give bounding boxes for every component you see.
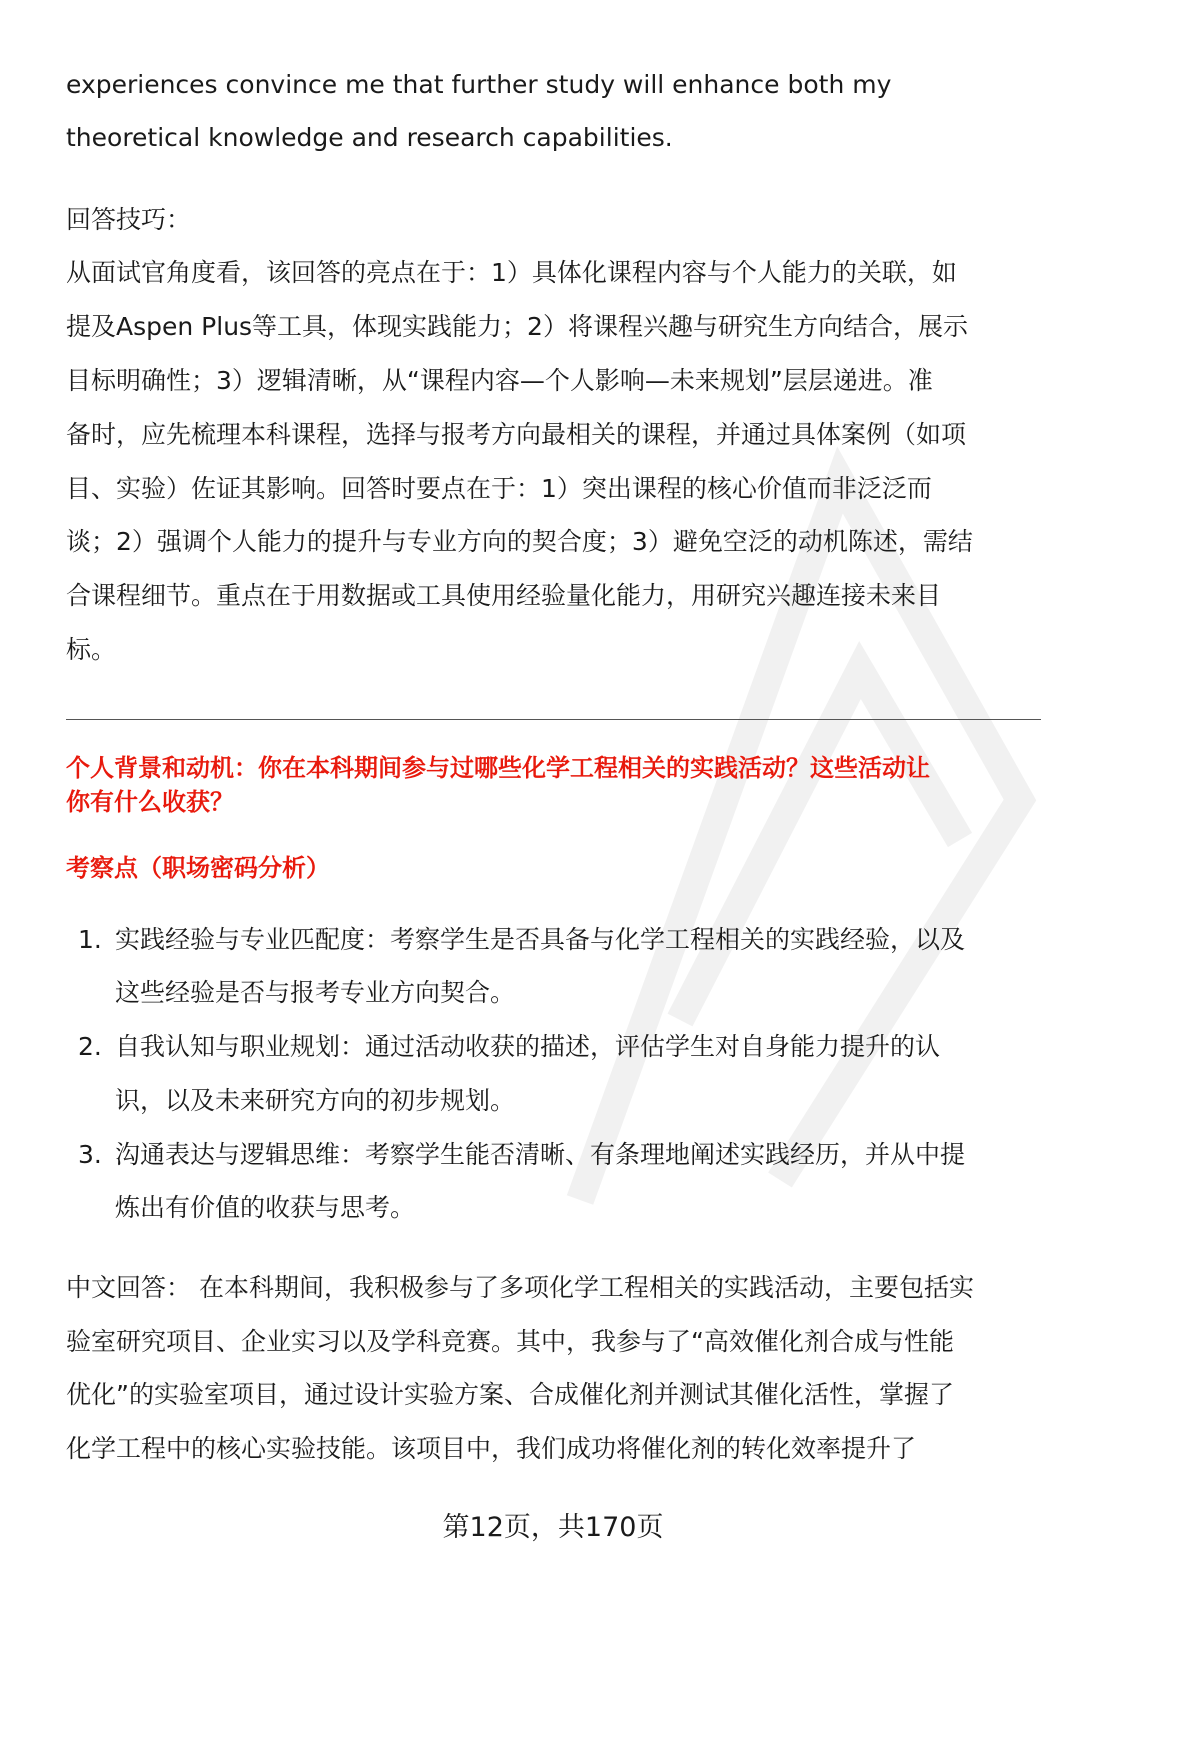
- list-item-line: 炼出有价值的收获与思考。: [115, 1193, 416, 1222]
- text-line: experiences convince me that further study will enhance both my: [66, 70, 892, 99]
- text-line: 目、实验）佐证其影响。回答时要点在于：1）突出课程的核心价值而非泛泛而: [66, 474, 932, 503]
- text-line: 优化”的实验室项目，通过设计实验方案、合成催化剂并测试其催化活性，掌握了: [66, 1380, 954, 1409]
- page-number-footer: 第12页，共170页: [442, 1512, 664, 1543]
- text-line: 个人背景和动机：你在本科期间参与过哪些化学工程相关的实践活动？这些活动让: [66, 754, 930, 782]
- text-line: 你有什么收获？: [66, 788, 234, 816]
- text-line: 目标明确性；3）逻辑清晰，从“课程内容—个人影响—未来规划”层层递进。准: [66, 366, 933, 395]
- text-line: theoretical knowledge and research capabilities.: [66, 123, 673, 152]
- text-line: 验室研究项目、企业实习以及学科竞赛。其中，我参与了“高效催化剂合成与性能: [66, 1327, 954, 1356]
- text-line: 化学工程中的核心实验技能。该项目中，我们成功将催化剂的转化效率提升了: [66, 1434, 917, 1463]
- list-number: 2.: [78, 1032, 102, 1061]
- tips-label: 回答技巧：: [66, 205, 192, 234]
- list-item-line: 自我认知与职业规划：通过活动收获的描述，评估学生对自身能力提升的认: [115, 1032, 941, 1061]
- list-item-line: 这些经验是否与报考专业方向契合。: [115, 978, 516, 1007]
- assessment-title: 考察点（职场密码分析）: [66, 854, 330, 882]
- list-item-line: 沟通表达与逻辑思维：考察学生能否清晰、有条理地阐述实践经历，并从中提: [115, 1140, 966, 1169]
- text-line: 从面试官角度看，该回答的亮点在于：1）具体化课程内容与个人能力的关联，如: [66, 258, 957, 287]
- text-line: 标。: [66, 635, 117, 664]
- text-line: 谈；2）强调个人能力的提升与专业方向的契合度；3）避免空泛的动机陈述，需结: [66, 527, 973, 556]
- section-divider: [66, 719, 1041, 720]
- list-item-line: 实践经验与专业匹配度：考察学生是否具备与化学工程相关的实践经验，以及: [115, 925, 966, 954]
- list-item-line: 识，以及未来研究方向的初步规划。: [115, 1086, 516, 1115]
- list-number: 1.: [78, 925, 102, 954]
- text-line: 提及Aspen Plus等工具，体现实践能力；2）将课程兴趣与研究生方向结合，展示: [66, 312, 968, 341]
- text-line: 中文回答： 在本科期间，我积极参与了多项化学工程相关的实践活动，主要包括实: [66, 1273, 974, 1302]
- text-line: 合课程细节。重点在于用数据或工具使用经验量化能力，用研究兴趣连接未来目: [66, 581, 942, 610]
- list-number: 3.: [78, 1140, 102, 1169]
- text-line: 备时，应先梳理本科课程，选择与报考方向最相关的课程，并通过具体案例（如项: [66, 420, 967, 449]
